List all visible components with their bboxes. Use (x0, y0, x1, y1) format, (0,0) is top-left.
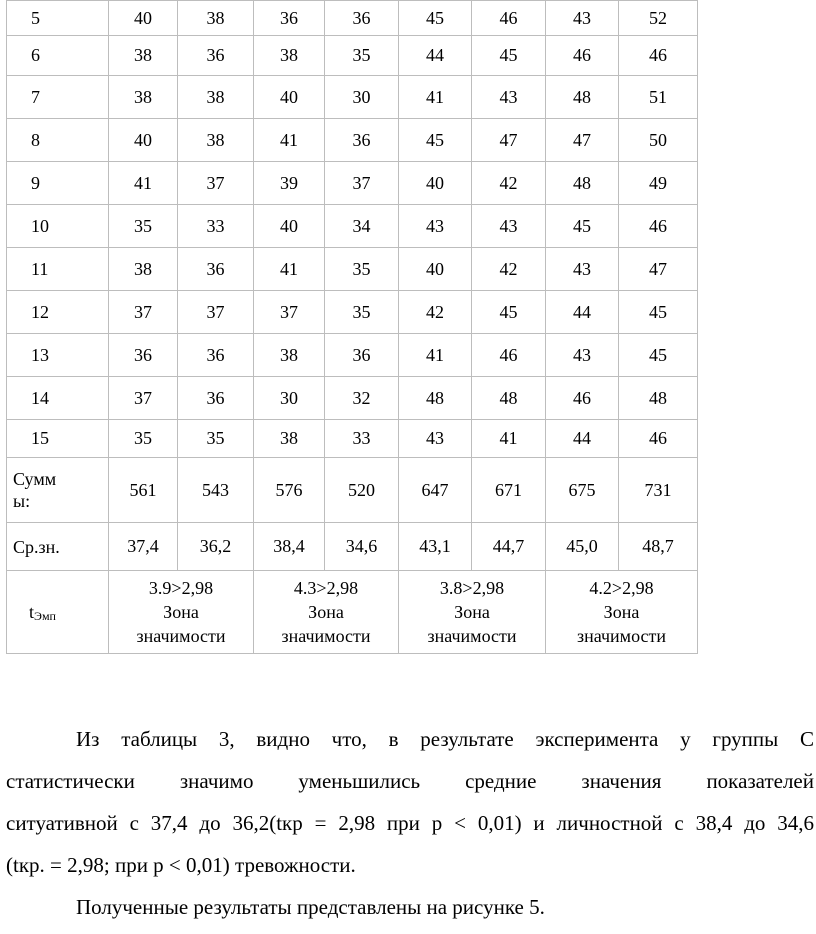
table-row (7, 291, 698, 334)
table-cell: 36 (325, 334, 399, 377)
t-subscript: Эмп (34, 608, 56, 623)
row-number: 5 (7, 1, 109, 36)
t-emp-cell (399, 571, 546, 654)
table-cell: 36 (109, 334, 178, 377)
table-cell: 41 (254, 248, 325, 291)
table-cell: 38 (178, 76, 254, 119)
mean-cell: 43,1 (399, 523, 472, 571)
table-cell: 37 (254, 291, 325, 334)
table-cell: 35 (325, 291, 399, 334)
t-emp-line: Зона (603, 602, 640, 622)
table-cell: 35 (325, 248, 399, 291)
table-cell: 46 (546, 377, 619, 420)
t-emp-line: значимости (136, 626, 226, 646)
mean-cell: 44,7 (472, 523, 546, 571)
sum-cell: 520 (325, 458, 399, 523)
paragraph-line: Из таблицы 3, видно что, в результате эксперимента у группы С (76, 727, 814, 751)
table-cell: 42 (472, 162, 546, 205)
table-cell: 30 (325, 76, 399, 119)
t-emp-line: Зона (308, 602, 344, 622)
table-cell: 48 (399, 377, 472, 420)
t-emp-line: 4.2>2,98 (589, 578, 654, 598)
t-symbol: t (29, 601, 35, 622)
table-cell: 36 (325, 1, 399, 36)
table-cell: 36 (178, 377, 254, 420)
table-cell: 46 (619, 205, 698, 248)
table-cell: 46 (472, 1, 546, 36)
table-cell: 47 (619, 248, 698, 291)
table-cell: 37 (109, 377, 178, 420)
sum-cell: 576 (254, 458, 325, 523)
table-cell: 46 (472, 334, 546, 377)
t-emp-cell (254, 571, 399, 654)
table-cell: 43 (399, 420, 472, 458)
table-cell: 36 (325, 119, 399, 162)
table-cell: 35 (109, 205, 178, 248)
row-number: 12 (7, 291, 109, 334)
sum-cell: 647 (399, 458, 472, 523)
table-cell: 41 (254, 119, 325, 162)
table-cell: 45 (619, 291, 698, 334)
row-number: 15 (7, 420, 109, 458)
table-cell: 45 (399, 1, 472, 36)
t-emp-line: значимости (427, 626, 517, 646)
table-cell: 43 (472, 76, 546, 119)
table-cell: 36 (178, 36, 254, 76)
table-cell: 43 (399, 205, 472, 248)
sum-cell: 671 (472, 458, 546, 523)
results-paragraph: Полученные результаты представлены на рисунке 5. (76, 895, 545, 919)
table-cell: 45 (546, 205, 619, 248)
row-number: 10 (7, 205, 109, 248)
table-cell: 40 (399, 162, 472, 205)
table-cell: 41 (109, 162, 178, 205)
row-number: 9 (7, 162, 109, 205)
table-cell: 44 (546, 291, 619, 334)
table-cell: 37 (178, 291, 254, 334)
table-cell: 42 (399, 291, 472, 334)
t-emp-line: Зона (454, 602, 490, 622)
row-number: 8 (7, 119, 109, 162)
row-number: 7 (7, 76, 109, 119)
table-row (7, 119, 698, 162)
t-emp-cell (109, 571, 254, 654)
table-cell: 38 (178, 119, 254, 162)
table-cell: 35 (109, 420, 178, 458)
table-cell: 43 (472, 205, 546, 248)
t-emp-row (7, 571, 698, 654)
sum-cell: 561 (109, 458, 178, 523)
table-row (7, 162, 698, 205)
table-cell: 38 (109, 248, 178, 291)
table-cell: 33 (325, 420, 399, 458)
table-row (7, 334, 698, 377)
table-cell: 45 (619, 334, 698, 377)
table-cell: 48 (619, 377, 698, 420)
table-cell: 47 (546, 119, 619, 162)
table-cell: 39 (254, 162, 325, 205)
mean-cell: 45,0 (546, 523, 619, 571)
results-table (6, 0, 698, 654)
row-number: 13 (7, 334, 109, 377)
table-cell: 43 (546, 248, 619, 291)
row-number: 14 (7, 377, 109, 420)
table-cell: 30 (254, 377, 325, 420)
table-cell: 38 (109, 76, 178, 119)
table-cell: 49 (619, 162, 698, 205)
table-cell: 35 (178, 420, 254, 458)
sum-cell: 731 (619, 458, 698, 523)
mean-cell: 38,4 (254, 523, 325, 571)
mean-cell: 36,2 (178, 523, 254, 571)
table-cell: 46 (619, 36, 698, 76)
table-cell: 46 (619, 420, 698, 458)
paragraph-line: статистически значимо уменьшились средние значения показателей (6, 769, 814, 793)
table-cell: 38 (109, 36, 178, 76)
table-cell: 40 (254, 76, 325, 119)
table-row (7, 248, 698, 291)
t-emp-line: 3.9>2,98 (148, 578, 214, 598)
table-row (7, 420, 698, 458)
means-label: Ср.зн. (7, 523, 109, 571)
mean-cell: 37,4 (109, 523, 178, 571)
table-cell: 34 (325, 205, 399, 248)
table-cell: 48 (472, 377, 546, 420)
table-cell: 38 (254, 334, 325, 377)
sums-row (7, 458, 698, 523)
row-number: 11 (7, 248, 109, 291)
table-cell: 36 (254, 1, 325, 36)
table-cell: 45 (472, 291, 546, 334)
table-cell: 45 (399, 119, 472, 162)
table-row (7, 36, 698, 76)
table-cell: 46 (546, 36, 619, 76)
table-cell: 48 (546, 162, 619, 205)
table-cell: 37 (178, 162, 254, 205)
mean-cell: 34,6 (325, 523, 399, 571)
table-cell: 36 (178, 334, 254, 377)
table-cell: 41 (399, 334, 472, 377)
table-cell: 36 (178, 248, 254, 291)
paragraph-line: ситуативной с 37,4 до 36,2(tкр = 2,98 при р < 0,01) и личностной с 38,4 до 34,6 (6, 811, 814, 835)
table-cell: 42 (472, 248, 546, 291)
table-cell: 44 (399, 36, 472, 76)
table-cell: 41 (472, 420, 546, 458)
paragraph-line: (tкр. = 2,98; при р < 0,01) тревожности. (6, 853, 356, 877)
table-cell: 40 (399, 248, 472, 291)
table-cell: 48 (546, 76, 619, 119)
table-cell: 40 (109, 1, 178, 36)
table-cell: 40 (109, 119, 178, 162)
table-row (7, 205, 698, 248)
t-emp-line: значимости (576, 626, 667, 646)
table-cell: 41 (399, 76, 472, 119)
t-emp-cell (546, 571, 698, 654)
table-row (7, 76, 698, 119)
table-cell: 32 (325, 377, 399, 420)
table-cell: 51 (619, 76, 698, 119)
table-cell: 37 (109, 291, 178, 334)
table-cell: 33 (178, 205, 254, 248)
table-cell: 38 (178, 1, 254, 36)
table-cell: 40 (254, 205, 325, 248)
sums-label (7, 458, 109, 523)
t-emp-line: 3.8>2,98 (439, 578, 505, 598)
table-cell: 47 (472, 119, 546, 162)
means-row (7, 523, 698, 571)
sums-label-line: ы: (13, 491, 31, 511)
table-cell: 44 (546, 420, 619, 458)
sums-label-line: Сумм (13, 469, 57, 489)
table-cell: 38 (254, 420, 325, 458)
table-cell: 35 (325, 36, 399, 76)
table-cell: 37 (325, 162, 399, 205)
t-emp-line: значимости (281, 626, 371, 646)
table-row (7, 1, 698, 36)
sum-cell: 543 (178, 458, 254, 523)
t-emp-label (7, 571, 109, 654)
t-emp-line: 4.3>2,98 (293, 578, 359, 598)
table-cell: 38 (254, 36, 325, 76)
table-cell: 52 (619, 1, 698, 36)
row-number: 6 (7, 36, 109, 76)
table-row (7, 377, 698, 420)
sum-cell: 675 (546, 458, 619, 523)
table-cell: 45 (472, 36, 546, 76)
table-cell: 43 (546, 1, 619, 36)
conclusion-paragraph (6, 718, 814, 886)
t-emp-line: Зона (163, 602, 199, 622)
mean-cell: 48,7 (619, 523, 698, 571)
table-cell: 50 (619, 119, 698, 162)
table-cell: 43 (546, 334, 619, 377)
